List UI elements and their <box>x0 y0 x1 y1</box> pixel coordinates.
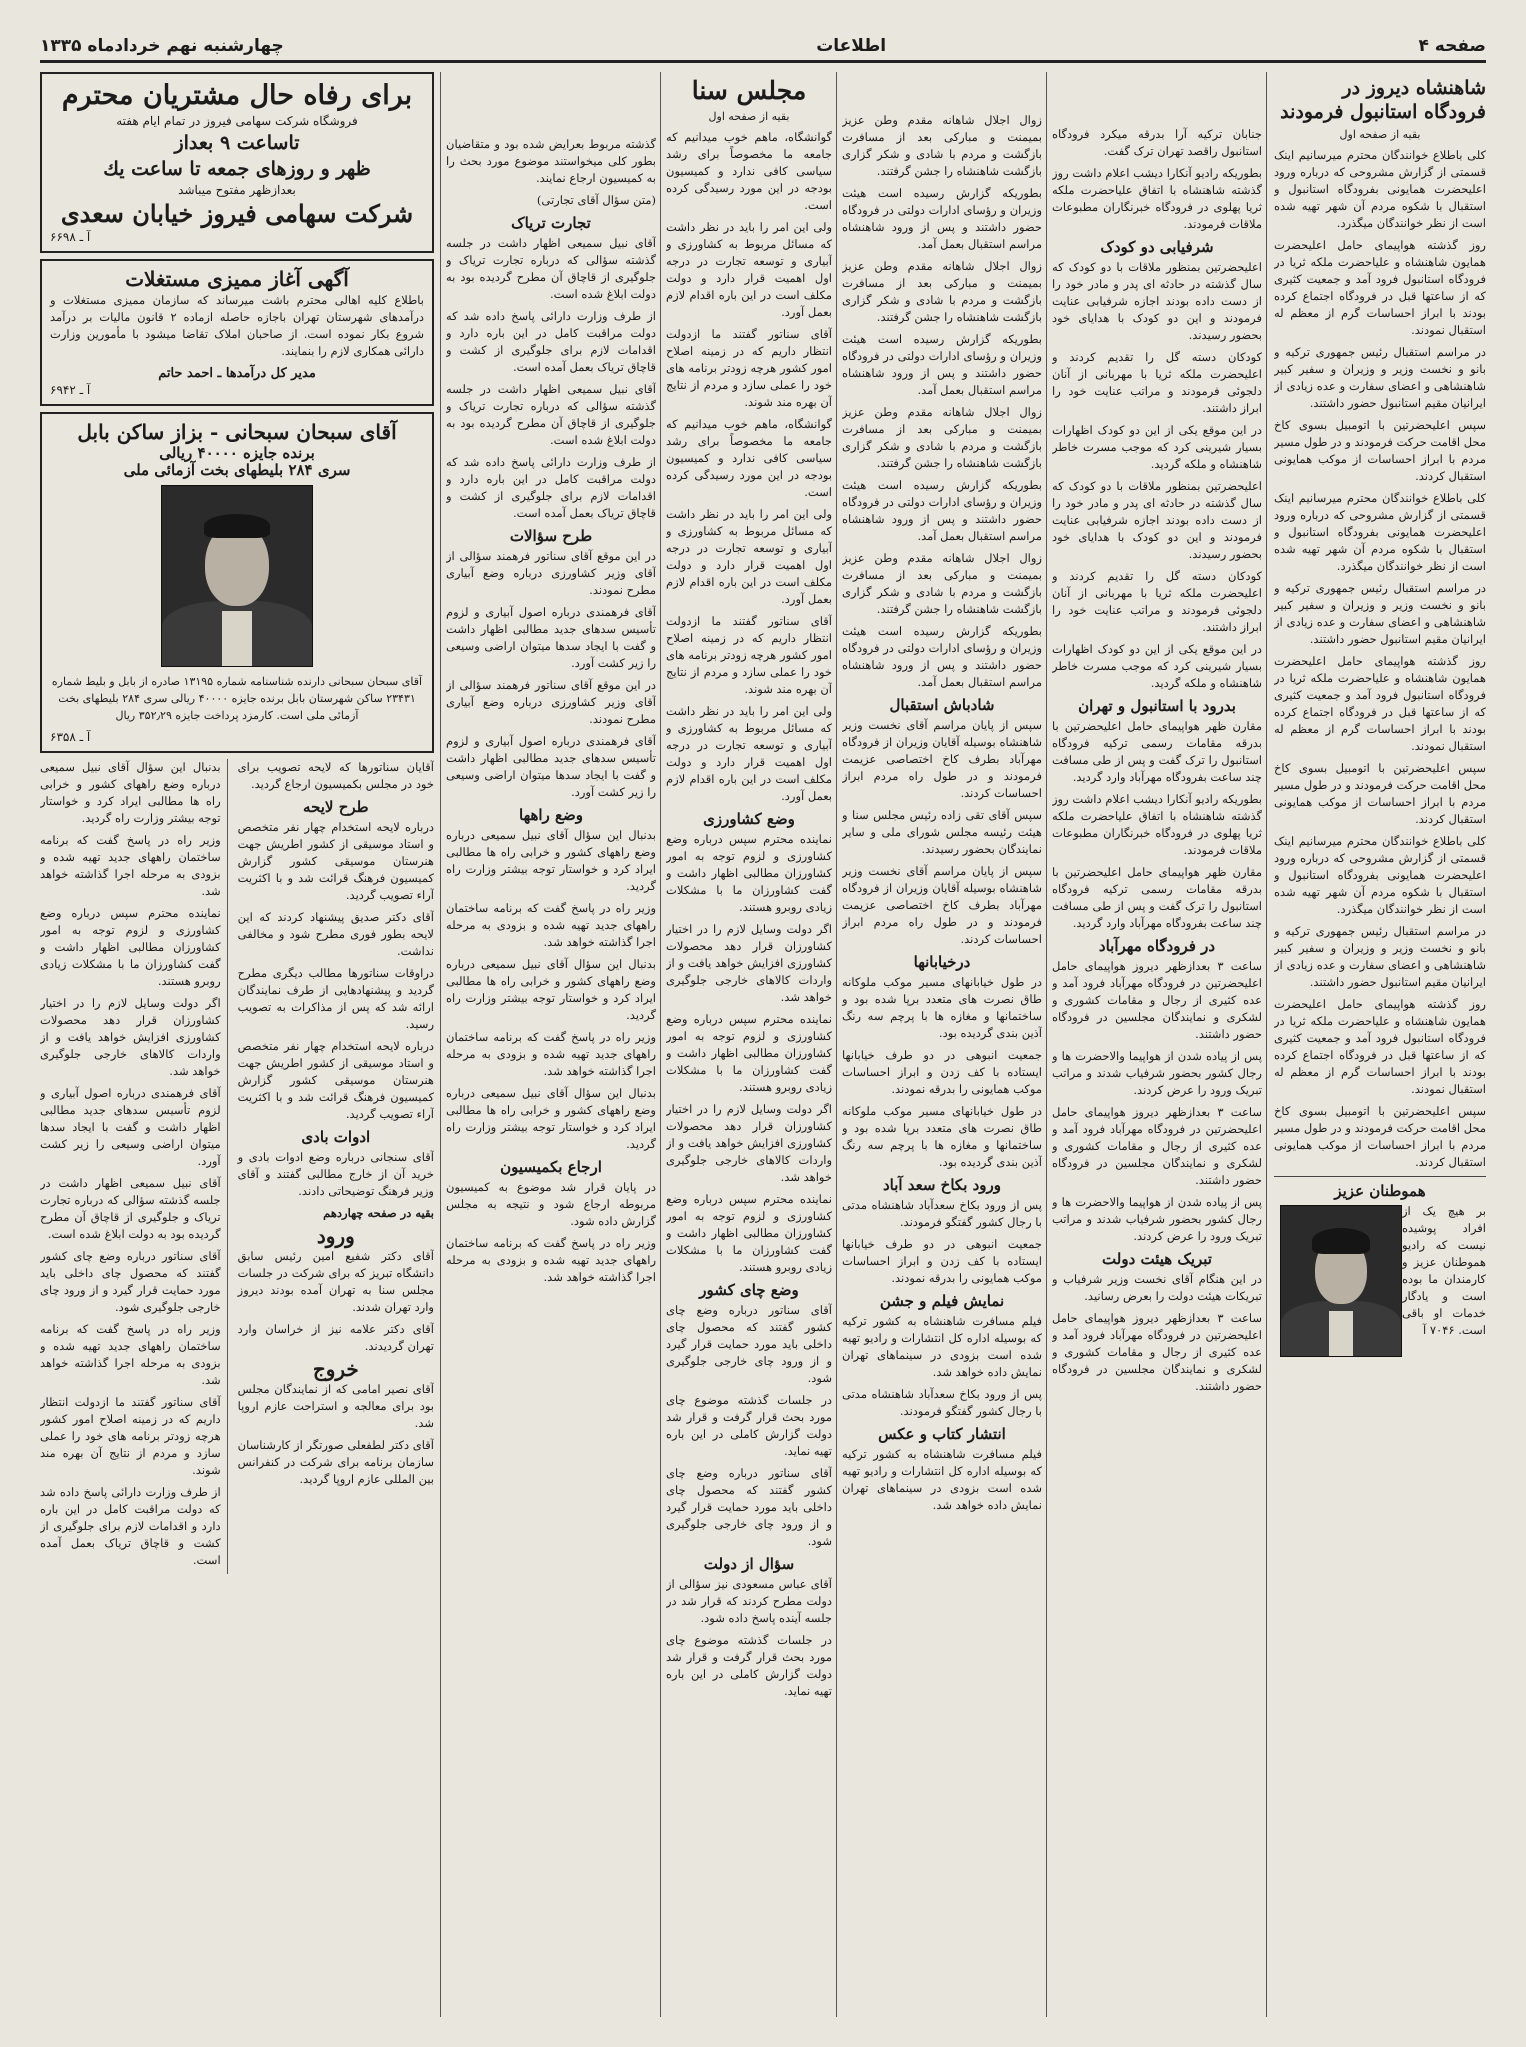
article-paragraph: آقای فرهمندی درباره اصول آبیاری و لزوم تأسیس سدهای جدید مطالبی اظهار داشت و گفت با ایجاد سدها میتوان اراضی وسیعی را زیر کشت آورد. <box>446 734 656 799</box>
article-paragraph: زوال اجلال شاهانه مقدم وطن عزیز بمیمنت و مبارکی بعد از مسافرت بازگشت و مردم با شادی و شکر گزاری بازگشت شاهنشاه را جشن گرفتند. <box>842 113 1042 178</box>
news-paragraph: آقای نبیل سمیعی اظهار داشت در جلسه گذشته سؤالی که درباره تجارت تریاک و جلوگیری از قاچاق آن مطرح گردیده بود به دولت ابلاغ شده است. <box>40 1176 221 1241</box>
headline-shah-istanbul: شاهنشاه دیروز در فرودگاه استانبول فرمودند <box>1280 77 1486 123</box>
article-paragraph: اگر دولت وسایل لازم را در اختیار کشاورزان قرار دهد محصولات کشاورزی افزایش خواهد یافت و از واردات کالاهای خارجی جلوگیری خواهد شد. <box>666 922 832 1004</box>
ad-firooz-store <box>40 72 434 253</box>
article-paragraph: پس از پیاده شدن از هواپیما والاحضرت ها و رجال کشور بحضور شرفیاب شدند و مراتب تبریک ورود را عرض کردند. <box>1052 1049 1262 1097</box>
news-paragraph: آقای فرهمندی درباره اصول آبیاری و لزوم تأسیس سدهای جدید مطالبی اظهار داشت و گفت با ایجاد سدها میتوان اراضی وسیعی را زیر کشت آورد. <box>40 1086 221 1168</box>
running-header <box>40 32 1486 63</box>
subhead-compatriots: هموطنان عزیز <box>1334 1182 1426 1200</box>
news-column-left <box>40 759 228 1574</box>
article-paragraph: ساعت ۳ بعدازظهر دیروز هواپیمای حامل اعلیحضرتین در فرودگاه مهرآباد فرود آمد و عده کثیری از رجال و مقامات کشوری و لشکری و نمایندگان مجلسین در فرودگاه حضور داشتند. <box>1052 1311 1262 1393</box>
article-paragraph: زوال اجلال شاهانه مقدم وطن عزیز بمیمنت و مبارکی بعد از مسافرت بازگشت و مردم با شادی و شکر گزاری بازگشت شاهنشاه را جشن گرفتند. <box>842 259 1042 324</box>
article-paragraph: کلی باطلاع خوانندگان محترم میرسانیم اینک قسمتی از گزارش مشروحی که درباره ورود اعلیحضرت همایونی بفرودگاه استانبول و استقبال با شکوه مردم آن شهر تهیه شده است از نظر خوانندگان میگذرد. <box>1274 148 1486 230</box>
ad-open-note: بعدازظهر مفتوح میباشد <box>178 183 296 197</box>
news-paragraph: آقای نصیر امامی که از نمایندگان مجلس بود برای معالجه و استراحت عازم اروپا شد. <box>237 1382 434 1430</box>
column-6 <box>40 72 434 2017</box>
article-paragraph: (متن سؤال آقای تجارتی) <box>536 193 656 207</box>
column-3 <box>842 72 1042 2017</box>
ad-code: آ ـ ۶۶۹۸ <box>50 230 91 244</box>
page-number: صفحه ۴ <box>1418 36 1486 56</box>
article-paragraph: اعلیحضرتین بمنظور ملاقات با دو کودک که سال گذشته در حادثه ای پدر و مادر خود را از دست داده بودند اجازه شرفیابی عنایت فرمودند و این دو کودک با هدایای خود بحضور رسیدند. <box>1052 260 1262 342</box>
article-paragraph: ساعت ۳ بعدازظهر دیروز هواپیمای حامل اعلیحضرتین در فرودگاه مهرآباد فرود آمد و عده کثیری از رجال و مقامات کشوری و لشکری و نمایندگان مجلسین در فرودگاه حضور داشتند. <box>1052 959 1262 1041</box>
article-paragraph: در این موقع آقای سناتور فرهمند سؤالی از آقای وزیر کشاورزی درباره وضع آبیاری مطرح نمودند. <box>446 678 656 726</box>
news-paragraph: اگر دولت وسایل لازم را در اختیار کشاورزان قرار دهد محصولات کشاورزی افزایش خواهد یافت و از واردات کالاهای خارجی جلوگیری خواهد شد. <box>40 996 221 1078</box>
subhead-two-children: شرفیابی دو کودک <box>1100 238 1214 256</box>
article-paragraph: در این موقع یکی از این دو کودک اظهارات بسیار شیرینی کرد که موجب مسرت خاطر شاهنشاه و ملکه گردید. <box>1052 423 1262 471</box>
article-paragraph: کلی باطلاع خوانندگان محترم میرسانیم اینک قسمتی از گزارش مشروحی که درباره ورود اعلیحضرت همایونی بفرودگاه استانبول و استقبال با شکوه مردم آن شهر تهیه شده است از نظر خوانندگان میگذرد. <box>1274 491 1486 573</box>
article-paragraph: وزیر راه در پاسخ گفت که برنامه ساختمان راههای جدید تهیه شده و بزودی به مرحله اجرا گذاشته خواهد شد. <box>446 901 656 949</box>
news-paragraph: آقای سنجانی درباره وضع ادوات بادی و خرید آن از خارج مطالبی گفتند و آقای وزیر فرهنگ توضیحاتی دادند. <box>237 1150 434 1198</box>
issue-date: چهارشنبه نهم خردادماه ۱۳۳۵ <box>40 36 284 56</box>
continued-note: بقیه از صفحه اول <box>1339 128 1421 141</box>
article-paragraph: ولی این امر را باید در نظر داشت که مسائل مربوط به کشاورزی و آبیاری و توسعه تجارت در درجه اول اهمیت قرار دارد و دولت مکلف است در این باره اقدام لازم بعمل آورد. <box>666 704 832 803</box>
article-paragraph: در جلسات گذشته موضوع چای مورد بحث قرار گرفت و قرار شد دولت گزارش کاملی در این باره تهیه نماید. <box>666 1393 832 1458</box>
continued-note: بقیه در صفحه چهاردهم <box>323 1206 434 1220</box>
article-paragraph: جمعیت انبوهی در دو طرف خیابانها ایستاده با کف زدن و ابراز احساسات موکب همایونی را بدرقه نمودند. <box>842 1048 1042 1096</box>
article-paragraph: سپس اعلیحضرتین با اتومبیل بسوی کاخ محل اقامت حرکت فرمودند و در طول مسیر مردم با ابراز احساسات از موکب همایونی استقبال کردند. <box>1274 1104 1486 1169</box>
ad-code: آ ـ ۶۳۵۸ <box>50 730 91 744</box>
column-2 <box>1052 72 1262 2017</box>
article-paragraph: در طول خیابانهای مسیر موکب ملوکانه طاق نصرت های متعدد برپا شده بود و ساختمانها و مغازه ها با پرچم سه رنگ آذین بندی گردیده بود. <box>842 1104 1042 1169</box>
article-paragraph: پس از ورود بکاخ سعدآباد شاهنشاه مدتی با رجال کشور گفتگو فرمودند. <box>842 1387 1042 1418</box>
article-paragraph: آقای سناتور درباره وضع چای کشور گفتند که محصول چای داخلی باید مورد حمایت قرار گیرد و از ورود چای خارجی جلوگیری شود. <box>666 1303 832 1385</box>
article-paragraph: در طول خیابانهای مسیر موکب ملوکانه طاق نصرت های متعدد برپا شده بود و ساختمانها و مغازه ها با پرچم سه رنگ آذین بندی گردیده بود. <box>842 975 1042 1040</box>
ad-signature: مدیر کل درآمدها ـ احمد حاتم <box>158 366 316 381</box>
article-paragraph: ولی این امر را باید در نظر داشت که مسائل مربوط به کشاورزی و آبیاری و توسعه تجارت در درجه اول اهمیت قرار دارد و دولت مکلف است در این باره اقدام لازم بعمل آورد. <box>666 220 832 319</box>
article-paragraph: پس از پیاده شدن از هواپیما والاحضرت ها و رجال کشور بحضور شرفیاب شدند و مراتب تبریک ورود را عرض کردند. <box>1052 1195 1262 1243</box>
ad-series: سری ۲۸۴ بلیطهای بخت آزمائی ملی <box>123 461 351 479</box>
ad-title: برای رفاه حال مشتریان محترم <box>61 80 413 111</box>
article-paragraph: کودکان دسته گل را تقدیم کردند و اعلیحضرت ملکه ثریا با مهربانی از آنان دلجوئی فرمودند و مراتب عنایت خود را ابراز داشتند. <box>1052 569 1262 634</box>
article-paragraph: در مراسم استقبال رئیس جمهوری ترکیه و بانو و نخست وزیر و وزیران و سفیر کبیر شاهنشاهی و اعضای سفارت و عده زیادی از ایرانیان مقیم استانبول حضور داشتند. <box>1274 345 1486 410</box>
article-paragraph: سپس اعلیحضرتین با اتومبیل بسوی کاخ محل اقامت حرکت فرمودند و در طول مسیر مردم با ابراز احساسات از موکب همایونی استقبال کردند. <box>1274 761 1486 826</box>
article-paragraph: جمعیت انبوهی در دو طرف خیابانها ایستاده با کف زدن و ابراز احساسات موکب همایونی را بدرقه نمودند. <box>842 1237 1042 1285</box>
subhead-agriculture: وضع کشاورزی <box>703 810 795 828</box>
column-4 <box>666 72 832 2017</box>
article-paragraph: زوال اجلال شاهانه مقدم وطن عزیز بمیمنت و مبارکی بعد از مسافرت بازگشت و مردم با شادی و شکر گزاری بازگشت شاهنشاه را جشن گرفتند. <box>842 405 1042 470</box>
column-1 <box>1274 72 1486 2017</box>
subhead-arrivals: ورود <box>316 1224 355 1248</box>
column-rule <box>1266 72 1267 2017</box>
news-paragraph: از طرف وزارت دارائی پاسخ داده شد که دولت مراقبت کامل در این باره دارد و اقدامات لازم برای جلوگیری از کشت و قاچاق تریاک بعمل آمده است. <box>40 1485 221 1567</box>
news-paragraph: آقای دکتر علامه نیز از خراسان وارد تهران گردیدند. <box>237 1322 434 1353</box>
news-paragraph: نماینده محترم سپس درباره وضع کشاورزی و لزوم توجه به امور کشاورزان مطالبی اظهار داشت و گفت کشاورزان ما با مشکلات زیادی روبرو هستند. <box>40 906 221 988</box>
article-paragraph: بطوریکه رادیو آنکارا دیشب اعلام داشت روز گذشته شاهنشاه با اتفاق علیاحضرت ملکه ثریا پهلوی در فرودگاه خبرنگاران مطبوعات ملاقات فرمودند. <box>1052 166 1262 231</box>
subhead-saadabad: ورود بکاخ سعد آباد <box>882 1176 1002 1194</box>
ad-caption: آقای سبحان سبحانی دارنده شناسنامه شماره ۱۳۱۹۵ صادره از بابل و بلیط شماره ۲۳۴۳۱ ساکن شهرستان بابل برنده جایزه ۴۰۰۰۰ ریالی سری ۲۸۴ بلیطهای بخت آزمائی ملی است. کارمزد پرداخت جایزه ۳۵۲٫۲۹ ریال <box>51 675 423 722</box>
article-paragraph: نماینده محترم سپس درباره وضع کشاورزی و لزوم توجه به امور کشاورزان مطالبی اظهار داشت و گفت کشاورزان ما با مشکلات زیادی روبرو هستند. <box>666 1192 832 1274</box>
article-paragraph: در مراسم استقبال رئیس جمهوری ترکیه و بانو و نخست وزیر و وزیران و سفیر کبیر شاهنشاهی و اعضای سفارت و عده زیادی از ایرانیان مقیم استانبول حضور داشتند. <box>1274 924 1486 989</box>
article-paragraph: آقای فرهمندی درباره اصول آبیاری و لزوم تأسیس سدهای جدید مطالبی اظهار داشت و گفت با ایجاد سدها میتوان اراضی وسیعی را زیر کشت آورد. <box>446 605 656 670</box>
article-paragraph: بدنبال این سؤال آقای نبیل سمیعی درباره وضع راههای کشور و خرابی راه ها مطالبی ایراد کرد و خواستار توجه بیشتر وزارت راه گردید. <box>446 957 656 1022</box>
article-paragraph: در پایان قرار شد موضوع به کمیسیون مربوطه ارجاع شود و نتیجه به مجلس گزارش داده شود. <box>446 1180 656 1228</box>
subhead-question: سؤال از دولت <box>703 1555 795 1573</box>
article-paragraph: نماینده محترم سپس درباره وضع کشاورزی و لزوم توجه به امور کشاورزان مطالبی اظهار داشت و گفت کشاورزان ما با مشکلات زیادی روبرو هستند. <box>666 1012 832 1094</box>
article-paragraph: کودکان دسته گل را تقدیم کردند و اعلیحضرت ملکه ثریا با مهربانی از آنان دلجوئی فرمودند و مراتب عنایت خود را ابراز داشتند. <box>1052 350 1262 415</box>
news-paragraph: درباره لایحه استخدام چهار نفر متخصص و استاد موسیقی از کشور اطریش جهت هنرستان موسیقی کشور گزارش کمیسیون فرهنگ قرائت شد و با اکثریت آراء تصویب گردید. <box>237 820 434 902</box>
column-rule <box>1046 72 1047 2017</box>
article-paragraph: گذشته مربوط بعرایض شده بود و متقاضیان بطور کلی میخواستند موضوع مورد بحث را به کمیسیون ارجاع نمایند. <box>446 137 656 185</box>
article-paragraph: بطوریکه گزارش رسیده است هیئت وزیران و رؤسای ادارات دولتی در فرودگاه حضور داشتند و پس از ورود شاهنشاه مراسم استقبال بعمل آمد. <box>842 186 1042 251</box>
article-paragraph: بدنبال این سؤال آقای نبیل سمیعی درباره وضع راههای کشور و خرابی راه ها مطالبی ایراد کرد و خواستار توجه بیشتر وزارت راه گردید. <box>446 1086 656 1151</box>
news-paragraph: دراوقات سناتورها مطالب دیگری مطرح گردید و پیشنهادهایی از طرف نمایندگان ارائه شد که پس از مذاکرات به تصویب رسید. <box>237 966 434 1031</box>
article-paragraph: در این موقع یکی از این دو کودک اظهارات بسیار شیرینی کرد که موجب مسرت خاطر شاهنشاه و ملکه گردید. <box>1052 642 1262 690</box>
article-paragraph: ساعت ۳ بعدازظهر دیروز هواپیمای حامل اعلیحضرتین در فرودگاه مهرآباد فرود آمد و عده کثیری از رجال و مقامات کشوری و لشکری و نمایندگان مجلسین در فرودگاه حضور داشتند. <box>1052 1105 1262 1187</box>
article-paragraph: ولی این امر را باید در نظر داشت که مسائل مربوط به کشاورزی و آبیاری و توسعه تجارت در درجه اول اهمیت قرار دارد و دولت مکلف است در این باره اقدام لازم بعمل آورد. <box>666 507 832 606</box>
news-paragraph: آقای دکتر شفیع امین رئیس سابق دانشگاه تبریز که برای شرکت در جلسات مجلس سنا به تهران آمده بودند دیروز وارد تهران شدند. <box>237 1249 434 1314</box>
article-paragraph: روز گذشته هواپیمای حامل اعلیحضرت همایون شاهنشاه و علیاحضرت ملکه ثریا در فرودگاه استانبول فرود آمد و جمعیت کثیری که از ساعتها قبل در فرودگاه اجتماع کرده بودند با ابراز احساسات گرم از معظم له استقبال نمودند. <box>1274 997 1486 1096</box>
divider <box>1274 1176 1486 1177</box>
news-paragraph: وزیر راه در پاسخ گفت که برنامه ساختمان راههای جدید تهیه شده و بزودی به مرحله اجرا گذاشته خواهد شد. <box>40 1322 221 1387</box>
continued-note: بقیه از صفحه اول <box>708 110 790 123</box>
photo-caption: بر هیچ یک از افراد پوشیده نیست که رادیو هموطنان عزیز و کارمندان ما بوده است و یادگار خدمات او باقی است. ۷۰۴۶ آ <box>1402 1204 1486 1337</box>
article-paragraph: کلی باطلاع خوانندگان محترم میرسانیم اینک قسمتی از گزارش مشروحی که درباره ورود اعلیحضرت همایونی بفرودگاه استانبول و استقبال با شکوه مردم آن شهر تهیه شده است از نظر خوانندگان میگذرد. <box>1274 834 1486 916</box>
article-paragraph: در جلسات گذشته موضوع چای مورد بحث قرار گرفت و قرار شد دولت گزارش کاملی در این باره تهیه نماید. <box>666 1633 832 1698</box>
news-paragraph: درباره لایحه استخدام چهار نفر متخصص و استاد موسیقی از کشور اطریش جهت هنرستان موسیقی کشور گزارش کمیسیون فرهنگ قرائت شد و با اکثریت آراء تصویب گردید. <box>237 1039 434 1121</box>
article-paragraph: جنابان ترکیه آرا بدرقه میکرد فرودگاه استانبول راقصد تهران ترک گفت. <box>1052 127 1262 158</box>
article-paragraph: زوال اجلال شاهانه مقدم وطن عزیز بمیمنت و مبارکی بعد از مسافرت بازگشت و مردم با شادی و شکر گزاری بازگشت شاهنشاه را جشن گرفتند. <box>842 551 1042 616</box>
article-paragraph: در این هنگام آقای نخست وزیر شرفیاب و تبریکات هیئت دولت را بعرض رسانید. <box>1052 1272 1262 1303</box>
article-paragraph: بطوریکه رادیو آنکارا دیشب اعلام داشت روز گذشته شاهنشاه با اتفاق علیاحضرت ملکه ثریا پهلوی در فرودگاه خبرنگاران مطبوعات ملاقات فرمودند. <box>1052 792 1262 857</box>
article-paragraph: آقای سناتور گفتند ما ازدولت انتظار داریم که در زمینه اصلاح امور کشور هرچه زودتر برنامه های خود را عملی سازد و مردم از نتایج آن بهره مند شوند. <box>666 614 832 696</box>
subhead-film: نمایش فیلم و جشن <box>879 1292 1005 1310</box>
article-paragraph: اعلیحضرتین بمنظور ملاقات با دو کودک که سال گذشته در حادثه ای پدر و مادر خود را از دست داده بودند اجازه شرفیابی عنایت فرمودند و این دو کودک با هدایای خود بحضور رسیدند. <box>1052 479 1262 561</box>
article-paragraph: بطوریکه گزارش رسیده است هیئت وزیران و رؤسای ادارات دولتی در فرودگاه حضور داشتند و پس از ورود شاهنشاه مراسم استقبال بعمل آمد. <box>842 332 1042 397</box>
ad-company: شرکت سهامی فیروز خیابان سعدی <box>60 199 414 228</box>
article-paragraph: از طرف وزارت دارائی پاسخ داده شد که دولت مراقبت کامل در این باره دارد و اقدامات لازم برای جلوگیری از کشت و قاچاق تریاک بعمل آمده است. <box>446 309 656 374</box>
subhead-opium-trade: تجارت تریاک <box>511 214 591 232</box>
subhead-book-photo: انتشار کتاب و عکس <box>878 1425 1006 1443</box>
article-paragraph: پس از ورود بکاخ سعدآباد شاهنشاه مدتی با رجال کشور گفتگو فرمودند. <box>842 1198 1042 1229</box>
column-5 <box>446 72 656 2017</box>
article-paragraph: از طرف وزارت دارائی پاسخ داده شد که دولت مراقبت کامل در این باره دارد و اقدامات لازم برای جلوگیری از کشت و قاچاق تریاک بعمل آمده است. <box>446 455 656 520</box>
article-paragraph: نماینده محترم سپس درباره وضع کشاورزی و لزوم توجه به امور کشاورزان مطالبی اظهار داشت و گفت کشاورزان ما با مشکلات زیادی روبرو هستند. <box>666 832 832 914</box>
news-paragraph: آقایان سناتورها که لایحه تصویب برای خود در مجلس بکمیسیون ارجاع گردید. <box>237 760 434 791</box>
article-paragraph: روز گذشته هواپیمای حامل اعلیحضرت همایون شاهنشاه و علیاحضرت ملکه ثریا در فرودگاه استانبول فرود آمد و جمعیت کثیری که از ساعتها قبل در فرودگاه اجتماع کرده بودند با ابراز احساسات گرم از معظم له استقبال نمودند. <box>1274 654 1486 753</box>
subhead-roads: وضع راهها <box>519 806 583 824</box>
article-paragraph: گوانشگاه، ماهم خوب میدانیم که جامعه ما مخصوصاً برای رشد سیاسی کافی ندارد و کمیسیون بودجه در این مورد رسیدگی کرده است. <box>666 417 832 499</box>
column-rule <box>440 72 441 2017</box>
article-paragraph: بطوریکه گزارش رسیده است هیئت وزیران و رؤسای ادارات دولتی در فرودگاه حضور داشتند و پس از ورود شاهنشاه مراسم استقبال بعمل آمد. <box>842 478 1042 543</box>
headline-senate: مجلس سنا <box>691 76 807 105</box>
article-paragraph: سپس از پایان مراسم آقای نخست وزیر شاهنشاه بوسیله آقایان وزیران از فرودگاه مهرآباد بطرف کاخ اختصاصی عزیمت فرمودند و در طول راه مردم ابراز احساسات کردند. <box>842 718 1042 800</box>
column-rule <box>660 72 661 2017</box>
article-paragraph: فیلم مسافرت شاهنشاه به کشور ترکیه که بوسیله اداره کل انتشارات و رادیو تهیه شده است بزودی در سینماهای تهران نمایش داده خواهد شد. <box>842 1314 1042 1379</box>
portrait-photo <box>1280 1205 1402 1357</box>
news-area <box>40 759 434 1574</box>
article-paragraph: آقای سناتور گفتند ما ازدولت انتظار داریم که در زمینه اصلاح امور کشور هرچه زودتر برنامه های خود را عملی سازد و مردم از نتایج آن بهره مند شوند. <box>666 327 832 409</box>
article-paragraph: سپس از پایان مراسم آقای نخست وزیر شاهنشاه بوسیله آقایان وزیران از فرودگاه مهرآباد بطرف کاخ اختصاصی عزیمت فرمودند و در طول راه مردم ابراز احساسات کردند. <box>842 864 1042 946</box>
paper-name: اطلاعات <box>816 36 887 56</box>
ad-text: فروشگاه شرکت سهامی فیروز در تمام ایام هفته <box>116 114 358 128</box>
ad-prize: برنده جایزه ۴۰۰۰۰ ریالی <box>159 444 315 462</box>
subhead-government-congrats: تبریک هیئت دولت <box>1102 1250 1212 1268</box>
news-paragraph: آقای دکتر لطفعلی صورتگر از کارشناسان سازمان برنامه برای شرکت در کنفرانس بین المللی عازم اروپا گردید. <box>237 1438 434 1486</box>
article-paragraph: مقارن ظهر هواپیمای حامل اعلیحضرتین با بدرقه مقامات رسمی ترکیه فرودگاه استانبول را ترک گفت و پس از طی مسافت چند ساعت بفرودگاه مهرآباد وارد گردید. <box>1052 719 1262 784</box>
subhead-wind-instruments: ادوات بادی <box>301 1128 371 1146</box>
article-paragraph: آقای سناتور درباره وضع چای کشور گفتند که محصول چای داخلی باید مورد حمایت قرار گیرد و از ورود چای خارجی جلوگیری شود. <box>666 1466 832 1548</box>
ad-lottery-winner <box>40 412 434 753</box>
news-paragraph: آقای سناتور گفتند ما ازدولت انتظار داریم که در زمینه اصلاح امور کشور هرچه زودتر برنامه های خود را عملی سازد و مردم از نتایج آن بهره مند شوند. <box>40 1395 221 1477</box>
article-paragraph: آقای عباس مسعودی نیز سؤالی از دولت مطرح کردند که قرار شد در جلسه آینده پاسخ داده شود. <box>666 1577 832 1625</box>
article-paragraph: وزیر راه در پاسخ گفت که برنامه ساختمان راههای جدید تهیه شده و بزودی به مرحله اجرا گذاشته خواهد شد. <box>446 1030 656 1078</box>
article-paragraph: وزیر راه در پاسخ گفت که برنامه ساختمان راههای جدید تهیه شده و بزودی به مرحله اجرا گذاشته خواهد شد. <box>446 1236 656 1284</box>
subhead-streets: درخیابانها <box>913 953 971 971</box>
subhead-mehrabad: در فرودگاه مهرآباد <box>1098 937 1216 955</box>
subhead-questions: طرح سؤالات <box>509 527 593 545</box>
subhead-farewell: بدرود با استانبول و تهران <box>1078 697 1236 715</box>
article-paragraph: سپس آقای تقی زاده رئیس مجلس سنا و هیئت رئیسه مجلس شورای ملی و سایر نمایندگان بحضور رسیدند. <box>842 808 1042 856</box>
article-paragraph: فیلم مسافرت شاهنشاه به کشور ترکیه که بوسیله اداره کل انتشارات و رادیو تهیه شده است بزودی در سینماهای تهران نمایش داده خواهد شد. <box>842 1447 1042 1512</box>
subhead-departures: خروج <box>312 1357 359 1381</box>
news-column-right <box>238 759 434 1574</box>
article-paragraph: آقای نبیل سمیعی اظهار داشت در جلسه گذشته سؤالی که درباره تجارت تریاک و جلوگیری از قاچاق آن مطرح گردیده بود به دولت ابلاغ شده است. <box>446 382 656 447</box>
ad-property-assessment <box>40 259 434 406</box>
article-paragraph: مقارن ظهر هواپیمای حامل اعلیحضرتین با بدرقه مقامات رسمی ترکیه فرودگاه استانبول را ترک گفت و پس از طی مسافت چند ساعت بفرودگاه مهرآباد وارد گردید. <box>1052 865 1262 930</box>
article-paragraph: در این موقع آقای سناتور فرهمند سؤالی از آقای وزیر کشاورزی درباره وضع آبیاری مطرح نمودند. <box>446 549 656 597</box>
article-paragraph: سپس اعلیحضرتین با اتومبیل بسوی کاخ محل اقامت حرکت فرمودند و در طول مسیر مردم با ابراز احساسات از موکب همایونی استقبال کردند. <box>1274 418 1486 483</box>
ad-code: آ ـ ۶۹۴۲ <box>50 383 91 397</box>
ad-hours: تاساعت ۹ بعداز <box>174 132 300 154</box>
article-paragraph: گوانشگاه، ماهم خوب میدانیم که جامعه ما مخصوصاً برای رشد سیاسی کافی ندارد و کمیسیون بودجه در این مورد رسیدگی کرده است. <box>666 130 832 212</box>
column-rule <box>836 72 837 2017</box>
subhead-referral: ارجاع بکمیسیون <box>500 1158 602 1176</box>
news-paragraph: وزیر راه در پاسخ گفت که برنامه ساختمان راههای جدید تهیه شده و بزودی به مرحله اجرا گذاشته خواهد شد. <box>40 833 221 898</box>
ad-title: آقای سبحان سبحانی - بزاز ساکن بابل <box>77 420 397 444</box>
subhead-welcome: شادباش استقبال <box>889 696 995 714</box>
news-paragraph: آقای دکتر صدیق پیشنهاد کردند که این لایحه بطور فوری مطرح شود و مخالفی نداشت. <box>237 910 434 958</box>
subhead-tea: وضع چای کشور <box>699 1281 799 1299</box>
subhead-bill: طرح لایحه <box>303 798 369 816</box>
article-paragraph: روز گذشته هواپیمای حامل اعلیحضرت همایون شاهنشاه و علیاحضرت ملکه ثریا در فرودگاه استانبول فرود آمد و جمعیت کثیری که از ساعتها قبل در فرودگاه اجتماع کرده بودند با ابراز احساسات گرم از معظم له استقبال نمودند. <box>1274 238 1486 337</box>
ad-friday-hours: ظهر و روزهای جمعه تا ساعت یك <box>103 158 371 180</box>
article-paragraph: اگر دولت وسایل لازم را در اختیار کشاورزان قرار دهد محصولات کشاورزی افزایش خواهد یافت و از واردات کالاهای خارجی جلوگیری خواهد شد. <box>666 1102 832 1184</box>
article-paragraph: در مراسم استقبال رئیس جمهوری ترکیه و بانو و نخست وزیر و وزیران و سفیر کبیر شاهنشاهی و اعضای سفارت و عده زیادی از ایرانیان مقیم استانبول حضور داشتند. <box>1274 581 1486 646</box>
news-paragraph: آقای سناتور درباره وضع چای کشور گفتند که محصول چای داخلی باید مورد حمایت قرار گیرد و از ورود چای خارجی جلوگیری شود. <box>40 1249 221 1314</box>
ad-title: آگهی آغاز ممیزی مستغلات <box>125 267 349 291</box>
ad-text: باطلاع کلیه اهالی محترم باشت میرساند که سازمان ممیزی مستغلات و درآمدهای شهرستان تهران باجازه حاصله ازماده ۲ قانون مالیات بر درآمد شروع بکار نموده است. از صاحبان املاک تقاضا میشود با مأمورین وزارت دارائی همکاری لازم را بنمایند. <box>50 293 424 358</box>
winner-photo <box>161 485 313 667</box>
news-paragraph: بدنبال این سؤال آقای نبیل سمیعی درباره وضع راههای کشور و خرابی راه ها مطالبی ایراد کرد و خواستار توجه بیشتر وزارت راه گردید. <box>40 760 221 825</box>
article-paragraph: بطوریکه گزارش رسیده است هیئت وزیران و رؤسای ادارات دولتی در فرودگاه حضور داشتند و پس از ورود شاهنشاه مراسم استقبال بعمل آمد. <box>842 624 1042 689</box>
article-paragraph: آقای نبیل سمیعی اظهار داشت در جلسه گذشته سؤالی که درباره تجارت تریاک و جلوگیری از قاچاق آن مطرح گردیده بود به دولت ابلاغ شده است. <box>446 236 656 301</box>
article-paragraph: بدنبال این سؤال آقای نبیل سمیعی درباره وضع راههای کشور و خرابی راه ها مطالبی ایراد کرد و خواستار توجه بیشتر وزارت راه گردید. <box>446 828 656 893</box>
